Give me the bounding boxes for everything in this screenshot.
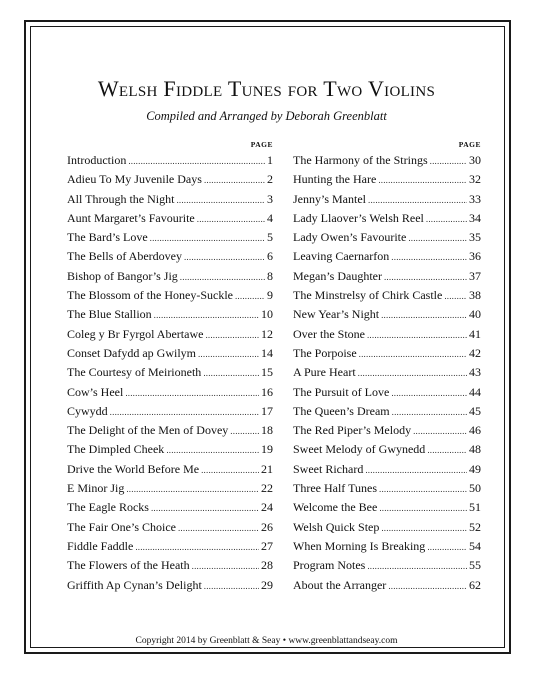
toc-entry-page: 17: [261, 403, 273, 418]
toc-left-column: [67, 138, 273, 595]
dot-leader: [192, 557, 259, 576]
dot-leader: [444, 287, 467, 306]
toc-entry-title: Sweet Richard: [293, 461, 364, 476]
toc-entry-page: 14: [261, 345, 273, 360]
toc-entry: [67, 190, 273, 209]
toc-entry: [67, 440, 273, 459]
toc-entry: [67, 286, 273, 305]
toc-entry: [293, 383, 481, 402]
dot-leader: [230, 422, 259, 441]
toc-entry-title: The Minstrelsy of Chirk Castle: [293, 288, 443, 303]
dot-leader: [128, 152, 265, 171]
toc-entry: [67, 556, 273, 575]
toc-entry: [67, 363, 273, 382]
toc-entry-page: 10: [261, 307, 273, 322]
toc-entry-title: Over the Stone: [293, 326, 365, 341]
toc-entry-title: The Red Piper’s Melody: [293, 423, 412, 438]
toc-entry-page: 22: [261, 481, 273, 496]
toc-entry: [293, 518, 481, 537]
page-column-header: PAGE: [458, 140, 481, 149]
dot-leader: [110, 403, 259, 422]
toc-entry-page: 50: [469, 481, 481, 496]
toc-entry: [67, 170, 273, 189]
toc-entry: [293, 363, 481, 382]
dot-leader: [204, 577, 259, 596]
toc-entry: [67, 537, 273, 556]
toc-entry-title: E Minor Jig: [67, 481, 125, 496]
toc-entry-title: The Porpoise: [293, 345, 357, 360]
toc-entry-page: 29: [261, 577, 273, 592]
toc-entry-page: 15: [261, 365, 273, 380]
toc-entry-title: Coleg y Br Fyrgol Abertawe: [67, 326, 204, 341]
toc-entry-title: Fiddle Faddle: [67, 538, 134, 553]
toc-entry: [293, 228, 481, 247]
dot-leader: [150, 229, 265, 248]
dot-leader: [426, 210, 467, 229]
toc-entry-page: 54: [469, 538, 481, 553]
dot-leader: [359, 345, 467, 364]
toc-entry-page: 33: [469, 191, 481, 206]
toc-entry: [293, 170, 481, 189]
toc-entry: [67, 498, 273, 517]
toc-entry-page: 3: [267, 191, 273, 206]
dot-leader: [198, 345, 259, 364]
toc-entry-page: 62: [469, 577, 481, 592]
toc-entry-title: The Bells of Aberdovey: [67, 249, 182, 264]
dot-leader: [365, 461, 467, 480]
dot-leader: [379, 499, 467, 518]
toc-entry-title: The Bard’s Love: [67, 230, 148, 245]
toc-right-column: [293, 138, 481, 595]
toc-entry: [67, 209, 273, 228]
toc-entry-title: The Fair One’s Choice: [67, 519, 176, 534]
dot-leader: [197, 210, 265, 229]
toc-entry-page: 28: [261, 558, 273, 573]
toc-entry: [67, 383, 273, 402]
toc-entry-page: 27: [261, 538, 273, 553]
toc-entry-page: 26: [261, 519, 273, 534]
toc-entry-title: The Flowers of the Heath: [67, 558, 190, 573]
toc-entry-title: When Morning Is Breaking: [293, 538, 426, 553]
dot-leader: [413, 422, 467, 441]
toc-entry-title: Sweet Melody of Gwynedd: [293, 442, 426, 457]
toc-entry: [67, 344, 273, 363]
dot-leader: [126, 480, 259, 499]
dot-leader: [381, 306, 467, 325]
toc-entry-title: The Queen’s Dream: [293, 403, 390, 418]
toc-entry: [293, 247, 481, 266]
dot-leader: [201, 461, 259, 480]
toc-entry-title: The Dimpled Cheek: [67, 442, 165, 457]
toc-entry-title: Welsh Quick Step: [293, 519, 380, 534]
dot-leader: [205, 326, 259, 345]
toc-entry-title: Jenny’s Mantel: [293, 191, 366, 206]
dot-leader: [427, 441, 467, 460]
toc-entry: [293, 556, 481, 575]
dot-leader: [180, 268, 265, 287]
toc-entry-title: Megan’s Daughter: [293, 268, 382, 283]
toc-entry-title: The Blossom of the Honey-Suckle: [67, 288, 233, 303]
toc-entry-page: 55: [469, 558, 481, 573]
toc-entry-page: 44: [469, 384, 481, 399]
toc-entry-title: Griffith Ap Cynan’s Delight: [67, 577, 202, 592]
toc-entry-page: 48: [469, 442, 481, 457]
toc-entry-title: Program Notes: [293, 558, 366, 573]
toc-entry-page: 8: [267, 268, 273, 283]
toc-entry-page: 40: [469, 307, 481, 322]
toc-entry: [293, 421, 481, 440]
toc-entry: [293, 402, 481, 421]
toc-entry-page: 35: [469, 230, 481, 245]
dot-leader: [368, 191, 467, 210]
dot-leader: [408, 229, 467, 248]
toc-entry: [293, 305, 481, 324]
toc-entry: [67, 576, 273, 595]
toc-entry-page: 24: [261, 500, 273, 515]
dot-leader: [430, 152, 467, 171]
toc-entry: [67, 421, 273, 440]
toc-entry-title: Cywydd: [67, 403, 108, 418]
toc-entry-title: Introduction: [67, 153, 127, 167]
toc-entry-page: 37: [469, 268, 481, 283]
toc-entry-page: 5: [267, 230, 273, 245]
dot-leader: [176, 191, 265, 210]
toc-entry: [293, 151, 481, 170]
toc-entry-title: The Harmony of the Strings: [293, 153, 428, 167]
toc-entry-title: Leaving Caernarfon: [293, 249, 390, 264]
toc-entry-title: The Blue Stallion: [67, 307, 152, 322]
dot-leader: [381, 519, 467, 538]
toc-entry: [67, 518, 273, 537]
toc-entry-page: 34: [469, 210, 481, 225]
toc-entry: [67, 267, 273, 286]
toc-entry: [293, 479, 481, 498]
toc-entry: [67, 325, 273, 344]
toc-entry: [293, 537, 481, 556]
toc-entry-page: 42: [469, 345, 481, 360]
toc-entry: [293, 190, 481, 209]
dot-leader: [367, 557, 467, 576]
toc-entry-page: 2: [267, 172, 273, 187]
dot-leader: [388, 577, 467, 596]
dot-leader: [204, 171, 265, 190]
toc-entry: [293, 325, 481, 344]
dot-leader: [235, 287, 265, 306]
toc-entry-title: About the Arranger: [293, 577, 387, 592]
toc-entry: [293, 286, 481, 305]
toc-entry-title: New Year’s Night: [293, 307, 380, 322]
toc-entry-page: 16: [261, 384, 273, 399]
toc-entry-page: 9: [267, 288, 273, 303]
toc-entry: [293, 460, 481, 479]
toc-entry: [293, 267, 481, 286]
toc-entry-title: Bishop of Bangor’s Jig: [67, 268, 178, 283]
toc-entry-page: 49: [469, 461, 481, 476]
toc-entry-page: 19: [261, 442, 273, 457]
toc-entry-page: 4: [267, 210, 273, 225]
toc-entry: [67, 479, 273, 498]
toc-entry-page: 52: [469, 519, 481, 534]
dot-leader: [367, 326, 467, 345]
dot-leader: [391, 384, 467, 403]
dot-leader: [166, 441, 259, 460]
toc-entry-title: Hunting the Hare: [293, 172, 377, 187]
toc-entry-page: 38: [469, 288, 481, 303]
book-title: Welsh Fiddle Tunes for Two Violins: [97, 76, 436, 101]
toc-entry: [293, 209, 481, 228]
toc-entry-page: 51: [469, 500, 481, 515]
toc-entry-page: 41: [469, 326, 481, 341]
dot-leader: [391, 248, 467, 267]
dot-leader: [178, 519, 259, 538]
toc-entry-title: Lady Owen’s Favourite: [293, 230, 407, 245]
toc-entry-title: The Pursuit of Love: [293, 384, 390, 399]
toc-entry-title: Aunt Margaret’s Favourite: [67, 210, 195, 225]
dot-leader: [154, 306, 259, 325]
dot-leader: [384, 268, 467, 287]
dot-leader: [379, 480, 467, 499]
toc-entry-title: The Courtesy of Meirioneth: [67, 365, 202, 380]
toc-entry-title: All Through the Night: [67, 191, 175, 206]
dot-leader: [392, 403, 467, 422]
dot-leader: [151, 499, 259, 518]
dot-leader: [427, 538, 467, 557]
toc-entry: [67, 305, 273, 324]
toc-entry-title: Three Half Tunes: [293, 481, 377, 496]
toc-entry-page: 12: [261, 326, 273, 341]
toc-entry: [67, 151, 273, 170]
toc-entry-title: Welcome the Bee: [293, 500, 378, 515]
toc-entry-title: The Eagle Rocks: [67, 500, 149, 515]
toc-entry: [67, 228, 273, 247]
toc-entry: [293, 498, 481, 517]
toc-entry-page: 43: [469, 365, 481, 380]
toc-entry-title: The Delight of the Men of Dovey: [67, 423, 229, 438]
toc-entry: [67, 402, 273, 421]
dot-leader: [358, 364, 467, 383]
book-subtitle: Compiled and Arranged by Deborah Greenblatt: [146, 109, 387, 123]
dot-leader: [184, 248, 265, 267]
toc-entry-page: 36: [469, 249, 481, 264]
toc-entry-title: Lady Llaover’s Welsh Reel: [293, 210, 424, 225]
toc-entry: [293, 344, 481, 363]
dot-leader: [125, 384, 259, 403]
toc-entry-page: 46: [469, 423, 481, 438]
toc-entry: [67, 247, 273, 266]
toc-entry: [293, 576, 481, 595]
copyright-footer: Copyright 2014 by Greenblatt & Seay • www.greenblattandseay.com: [135, 636, 398, 646]
toc-entry-page: 30: [469, 153, 481, 167]
toc-entry-page: 6: [267, 249, 273, 264]
toc-entry-page: 21: [261, 461, 273, 476]
toc-entry-title: Drive the World Before Me: [67, 461, 200, 476]
toc-entry-page: 18: [261, 423, 273, 438]
dot-leader: [203, 364, 259, 383]
toc-entry-page: 32: [469, 172, 481, 187]
toc-entry: [67, 460, 273, 479]
toc-entry: [293, 440, 481, 459]
toc-entry-title: Cow’s Heel: [67, 384, 124, 399]
toc-entry-page: 45: [469, 403, 481, 418]
toc-entry-title: A Pure Heart: [293, 365, 356, 380]
dot-leader: [378, 171, 467, 190]
toc-entry-title: Conset Dafydd ap Gwilym: [67, 345, 196, 360]
dot-leader: [135, 538, 259, 557]
toc-entry-title: Adieu To My Juvenile Days: [67, 172, 202, 187]
toc-entry-page: 1: [267, 153, 273, 167]
page-column-header: PAGE: [250, 140, 273, 149]
